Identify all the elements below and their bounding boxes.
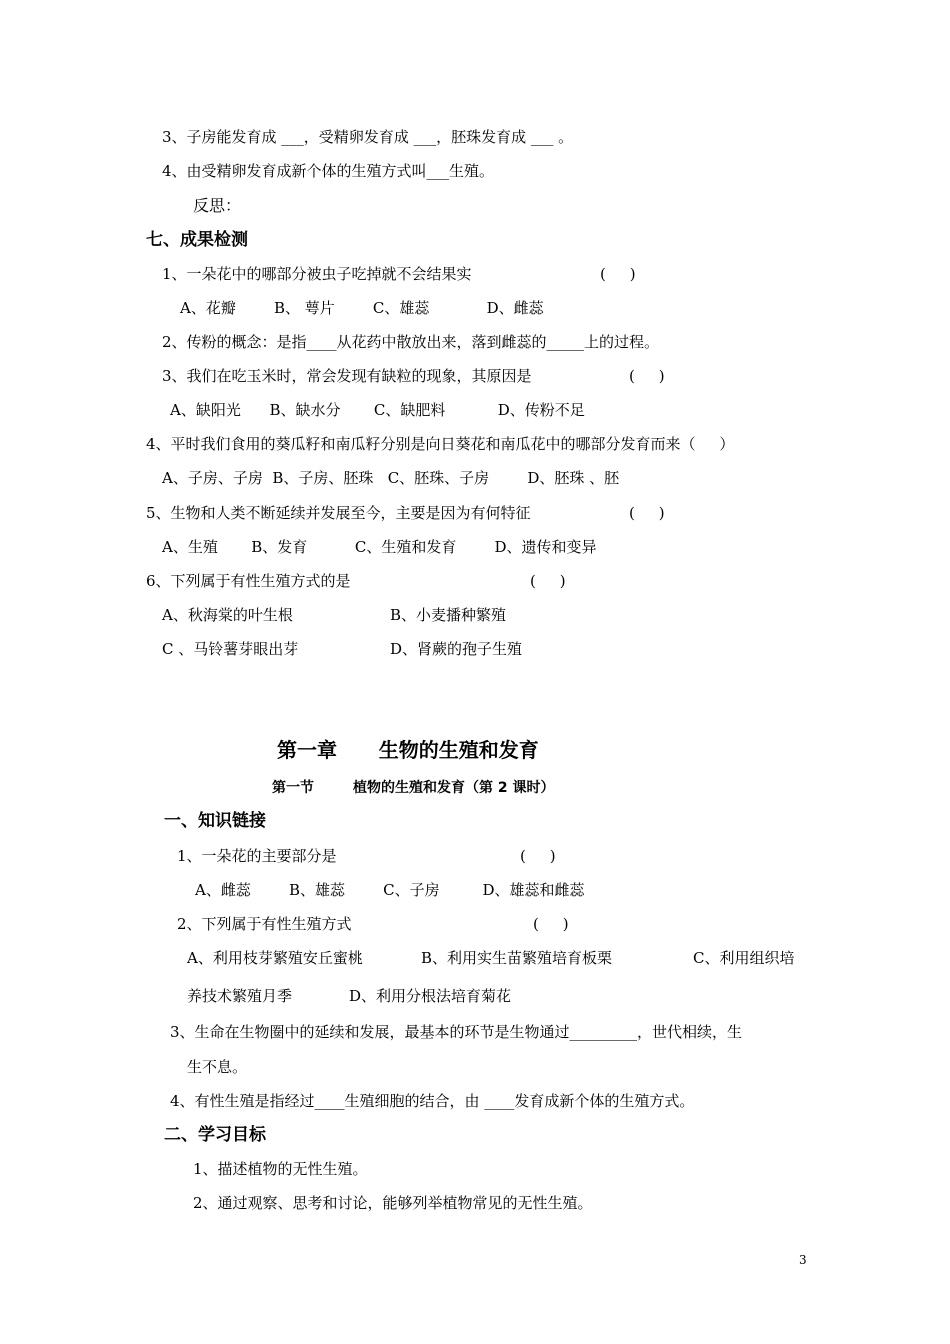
- question-6: 6、下列属于有性生殖方式的是: [146, 572, 351, 590]
- knowledge-question-2-option-d: D、利用分根法培育菊花: [349, 987, 512, 1005]
- question-6-option-a: A、秋海棠的叶生根: [162, 606, 293, 624]
- question-6-option-c: C 、马铃薯芽眼出芽: [162, 640, 299, 658]
- fill-in-reproduction-line: 4、由受精卵发育成新个体的生殖方式叫___生殖。: [162, 162, 495, 180]
- question-2: 2、传粉的概念：是指____从花药中散放出来，落到雌蕊的_____上的过程。: [162, 333, 660, 351]
- chapter-subtitle: 第一节 植物的生殖和发育（第 2 课时）: [272, 780, 555, 796]
- question-6-option-b: B、小麦播种繁殖: [390, 606, 507, 624]
- question-5: 5、生物和人类不断延续并发展至今，主要是因为有何特征: [146, 504, 531, 522]
- fill-in-ovary-line: 3、子房能发育成 ___，受精卵发育成 ___，胚珠发育成 ___ 。: [162, 128, 574, 146]
- learning-goal-1: 1、描述植物的无性生殖。: [193, 1160, 368, 1178]
- question-4-options: A、子房、子房 B、子房、胚珠 C、胚珠、子房 D、胚珠 、胚: [162, 469, 620, 487]
- knowledge-question-3-continued: 生不息。: [187, 1058, 248, 1076]
- answer-paren-1: ( ): [600, 265, 636, 283]
- page-number: 3: [799, 1253, 807, 1267]
- section-heading-results: 七、成果检测: [146, 230, 248, 250]
- knowledge-question-4: 4、有性生殖是指经过____生殖细胞的结合，由 ____发育成新个体的生殖方式。: [170, 1092, 695, 1110]
- section-heading-knowledge-link: 一、知识链接: [164, 811, 266, 831]
- question-6-option-d: D、肾蕨的孢子生殖: [390, 640, 523, 658]
- section-heading-learning-goals: 二、学习目标: [164, 1125, 266, 1145]
- question-3: 3、我们在吃玉米时，常会发现有缺粒的现象，其原因是: [162, 367, 532, 385]
- answer-paren-k2: ( ): [533, 915, 569, 933]
- learning-goal-2: 2、通过观察、思考和讨论，能够列举植物常见的无性生殖。: [193, 1194, 593, 1212]
- answer-paren-6: ( ): [530, 572, 566, 590]
- answer-paren-k1: ( ): [520, 847, 556, 865]
- question-1: 1、一朵花中的哪部分被虫子吃掉就不会结果实: [162, 265, 472, 283]
- knowledge-question-2-option-c-continued: 养技术繁殖月季: [187, 987, 293, 1005]
- question-3-options: A、缺阳光 B、缺水分 C、缺肥料 D、传粉不足: [170, 401, 585, 419]
- reflection-label: 反思：: [193, 196, 242, 215]
- knowledge-question-1: 1、一朵花的主要部分是: [177, 847, 337, 865]
- answer-paren-5: ( ): [629, 504, 665, 522]
- knowledge-question-2-option-a: A、利用枝芽繁殖安丘蜜桃: [187, 949, 363, 967]
- knowledge-question-2-option-b: B、利用实生苗繁殖培育板栗: [421, 949, 613, 967]
- question-1-options: A、花瓣 B、 萼片 C、雄蕊 D、雌蕊: [180, 299, 544, 317]
- knowledge-question-1-options: A、雌蕊 B、雄蕊 C、子房 D、雄蕊和雌蕊: [195, 881, 585, 899]
- knowledge-question-2: 2、下列属于有性生殖方式: [177, 915, 352, 933]
- chapter-title: 第一章 生物的生殖和发育: [277, 738, 539, 762]
- answer-paren-3: ( ): [629, 367, 665, 385]
- question-5-options: A、生殖 B、发育 C、生殖和发育 D、遗传和变异: [162, 538, 597, 556]
- question-4: 4、平时我们食用的葵瓜籽和南瓜籽分别是向日葵花和南瓜花中的哪部分发育而来（ ）: [146, 435, 735, 453]
- knowledge-question-3: 3、生命在生物圈中的延续和发展，最基本的环节是生物通过_________，世代相续，生: [170, 1023, 743, 1041]
- knowledge-question-2-option-c: C、利用组织培: [693, 949, 795, 967]
